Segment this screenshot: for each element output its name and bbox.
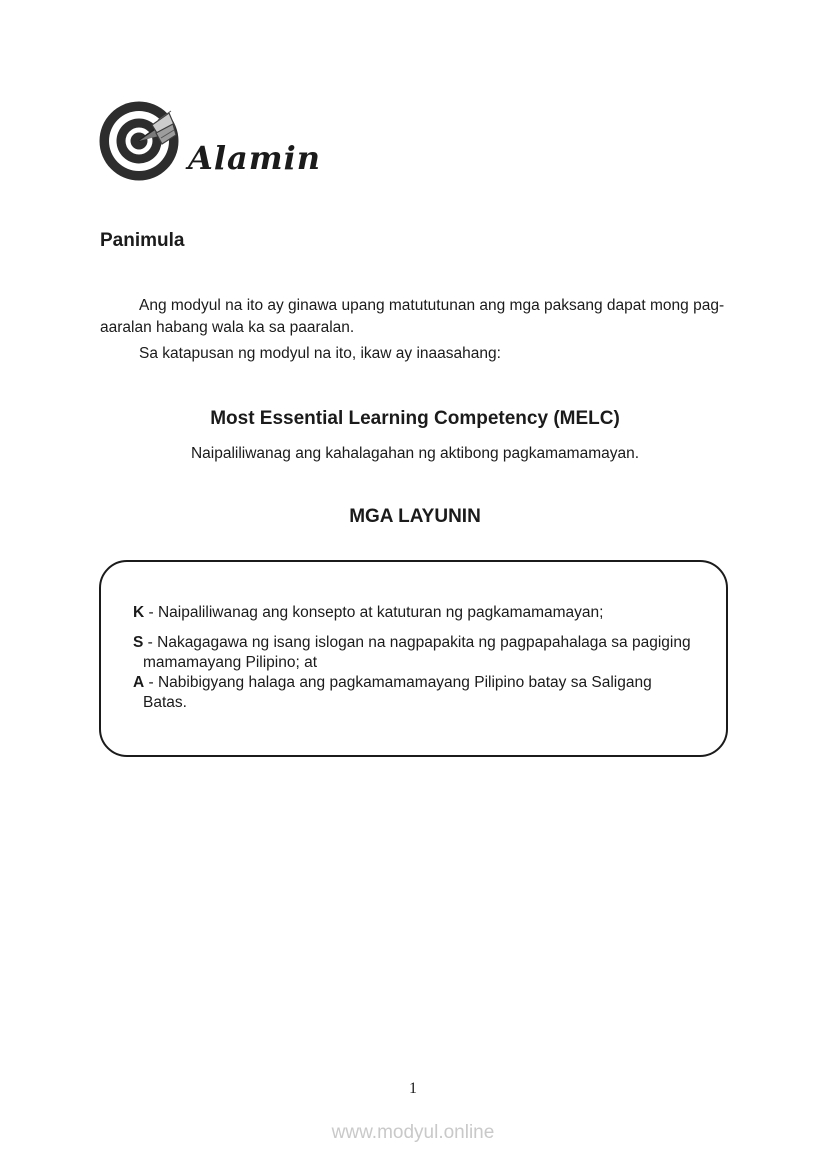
objective-knowledge: [133, 603, 700, 623]
expectation-paragraph: Sa katapusan ng modyul na ito, ikaw ay inaasahang:: [139, 345, 501, 362]
objective-letter-s: S: [133, 634, 144, 651]
objective-k-text: - Naipaliliwanag ang konsepto at katuturan ng pagkamamamayan;: [148, 604, 604, 621]
layunin-heading: MGA LAYUNIN: [349, 506, 481, 527]
bullseye-target-icon: [99, 100, 181, 182]
objective-a-text-line2: Batas.: [143, 694, 187, 711]
watermark: www.modyul.online: [331, 1122, 495, 1143]
objective-attitude: [133, 673, 700, 713]
melc-description: Naipaliliwanag ang kahalagahan ng aktibong pagkamamamayan.: [190, 445, 640, 462]
objective-a-text-line1: - Nabibigyang halaga ang pagkamamamayang Pilipino batay sa Saligang: [148, 674, 652, 691]
objective-s-text-line2: mamamayang Pilipino; at: [143, 654, 318, 671]
objective-skill: [133, 633, 700, 673]
intro-paragraph-line1: Ang modyul na ito ay ginawa upang matututunan ang mga paksang dapat mong pag-: [139, 297, 725, 314]
page-number: 1: [409, 1080, 417, 1097]
panimula-heading: Panimula: [100, 230, 185, 251]
intro-paragraph-line2: aaralan habang wala ka sa paaralan.: [100, 319, 355, 336]
alamin-logo-label: Alamin: [188, 139, 321, 177]
objective-letter-a: A: [133, 674, 145, 691]
intro-paragraph: [100, 295, 734, 339]
objective-s-text-line1: - Nakagagawa ng isang islogan na nagpapakita ng pagpapahalaga sa pagiging: [147, 634, 691, 651]
objectives-box: [99, 560, 728, 757]
melc-heading: Most Essential Learning Competency (MELC): [210, 408, 620, 429]
objective-letter-k: K: [133, 604, 145, 621]
